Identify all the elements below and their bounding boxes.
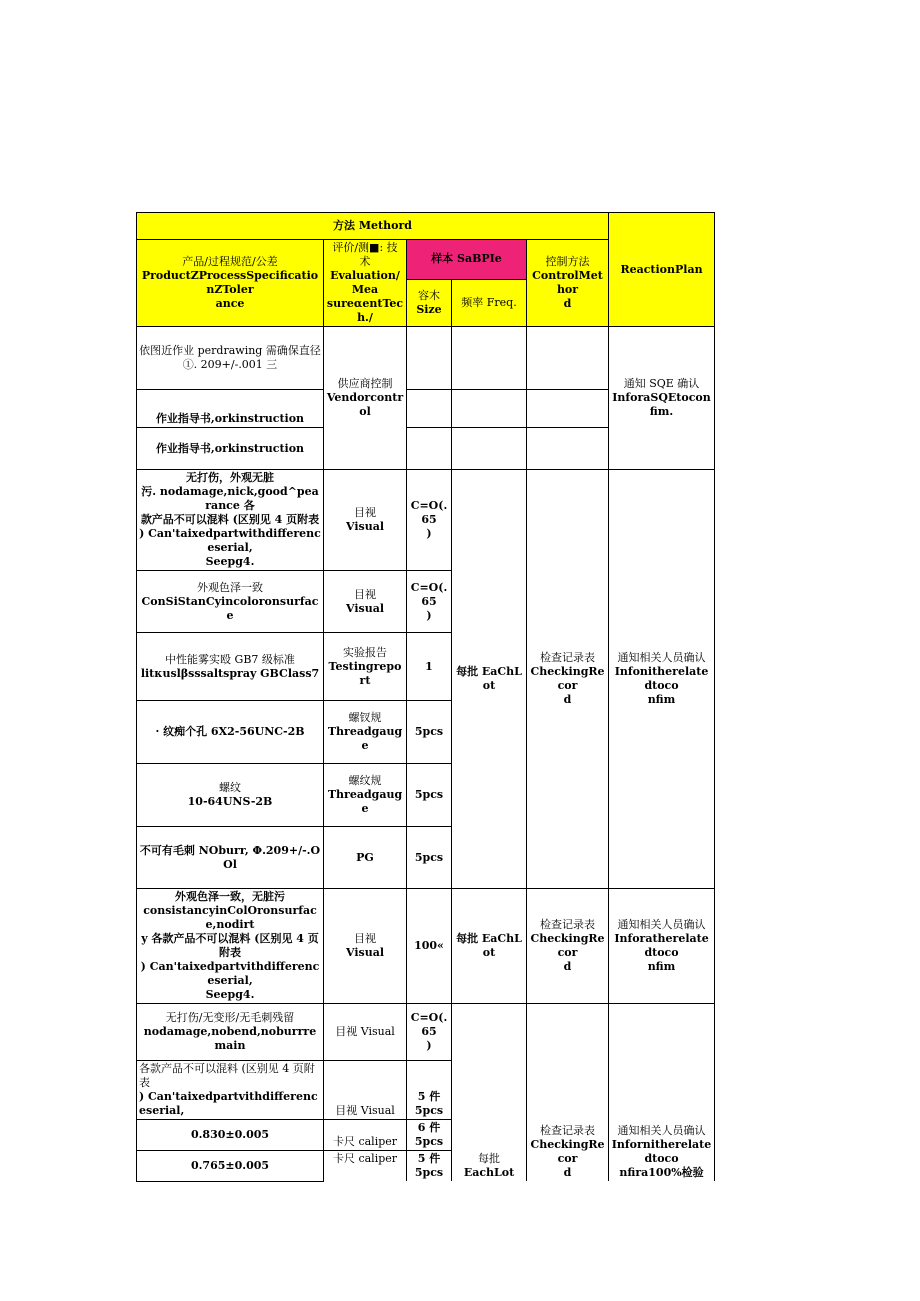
size-cell: 5 件 5pcs	[407, 1151, 452, 1182]
size-cell: 1	[407, 633, 452, 701]
spec-cell: 螺纹 10-64UNS-2B	[137, 764, 324, 827]
reaction-plan-header: ReactionPlan	[609, 213, 715, 327]
size-cell: 5pcs	[407, 764, 452, 827]
freq-cell	[452, 327, 527, 390]
evaluation-cell: 实验报告 Testingreport	[324, 633, 407, 701]
spec-cell: 作业指导书,orkinstruction	[137, 428, 324, 470]
size-header: 容木 Size	[407, 279, 452, 326]
freq-cell	[452, 428, 527, 470]
control-cell: 检查记录表 CheckingRecor d	[527, 1004, 609, 1182]
evaluation-cell: 目视 Visual	[324, 571, 407, 633]
spec-cell: · 纹痴个孔 6X2-56UNC-2B	[137, 701, 324, 764]
size-cell	[407, 428, 452, 470]
evaluation-cell: 供应商控制 Vendorcontrol	[324, 327, 407, 470]
spec-cell: 无打伤/无变形/无毛刺残留 nodamage,nobend,noburrremain	[137, 1004, 324, 1061]
freq-header: 频率 Freq.	[452, 279, 527, 326]
spec-cell: 依图近作业 perdrawing 需确保直径 ①. 209+/-.001 三	[137, 327, 324, 390]
spec-header: 产品/过程规范/公差 ProductZProcessSpecificationZToler ance	[137, 240, 324, 327]
freq-cell: 每批 EaChLot	[452, 889, 527, 1004]
size-cell: 5pcs	[407, 827, 452, 889]
size-cell: C=O(.65 )	[407, 1004, 452, 1061]
control-cell	[527, 390, 609, 428]
evaluation-cell: 目视 Visual	[324, 470, 407, 571]
size-cell	[407, 390, 452, 428]
spec-cell: 外观色泽一致，无脏污 consistancyinColOronsurface,nodirt y 各款产品不可以混料 (区别见 4 页 附表 ) Can'taixedpartvithdifferenceserial, Seepg4.	[137, 889, 324, 1004]
size-cell	[407, 327, 452, 390]
spec-cell: 无打伤，外观无脏 污. nodamage,nick,good^pearance 各 款产品不可以混料 (区别见 4 页附表 ) Can'taixedpartwithdifferenceserial, Seepg4.	[137, 470, 324, 571]
evaluation-header: 评价/测■: 技 术 Evaluation/Mea sureαentTech./	[324, 240, 407, 327]
control-cell	[527, 327, 609, 390]
evaluation-cell: PG	[324, 827, 407, 889]
spec-cell: 各款产品不可以混料 (区别见 4 页附 表 ) Can'taixedpartvithdifferenceserial,	[137, 1061, 324, 1120]
size-cell: 5 件 5pcs	[407, 1061, 452, 1120]
control-method-header: 控制方法 ControlMethor d	[527, 240, 609, 327]
spec-cell: 0.765±0.005	[137, 1151, 324, 1182]
evaluation-cell: 螺钗规 Threadgauge	[324, 701, 407, 764]
reaction-cell: 通知相关人员确认 Infornitherelatedtoco nfira100%检验	[609, 1004, 715, 1182]
reaction-cell: 通知相关人员确认 Inforatherelatedtoco nfim	[609, 889, 715, 1004]
evaluation-cell: 卡尺 caliper	[324, 1120, 407, 1151]
control-cell: 检查记录表 CheckingRecor d	[527, 889, 609, 1004]
freq-cell	[452, 390, 527, 428]
size-cell: 6 件 5pcs	[407, 1120, 452, 1151]
control-plan-table	[136, 212, 715, 1182]
evaluation-cell: 螺纹规 Threadgauge	[324, 764, 407, 827]
sample-header: 样本 SaBPIe	[407, 240, 527, 280]
control-cell: 检查记录表 CheckingRecor d	[527, 470, 609, 889]
size-cell: 100«	[407, 889, 452, 1004]
size-cell: 5pcs	[407, 701, 452, 764]
spec-cell: 外观色泽一致 ConSiStanCyincoloronsurface	[137, 571, 324, 633]
method-header: 方法 Methord	[137, 213, 609, 240]
reaction-cell: 通知 SQE 确认 InforaSQEtoconfim.	[609, 327, 715, 470]
spec-cell: 作业指导书,orkinstruction	[137, 390, 324, 428]
spec-cell: 0.830±0.005	[137, 1120, 324, 1151]
evaluation-cell: 卡尺 caliper	[324, 1151, 407, 1182]
spec-cell: 中性能雾实殴 GB7 级标准 litκuslβsssaltspray GBClass7	[137, 633, 324, 701]
control-cell	[527, 428, 609, 470]
evaluation-cell: 目视 Visual	[324, 1061, 407, 1120]
spec-cell: 不可有毛刺 NOburr, Φ.209+/-.OOl	[137, 827, 324, 889]
size-cell: C=O(.65 )	[407, 470, 452, 571]
evaluation-cell: 目视 Visual	[324, 1004, 407, 1061]
freq-cell: 每批 EaChLot	[452, 470, 527, 889]
evaluation-cell: 目视 Visual	[324, 889, 407, 1004]
size-cell: C=O(.65 )	[407, 571, 452, 633]
freq-cell: 每批 EachLot	[452, 1004, 527, 1182]
reaction-cell: 通知相关人员确认 Infonitherelatedtoco nfim	[609, 470, 715, 889]
